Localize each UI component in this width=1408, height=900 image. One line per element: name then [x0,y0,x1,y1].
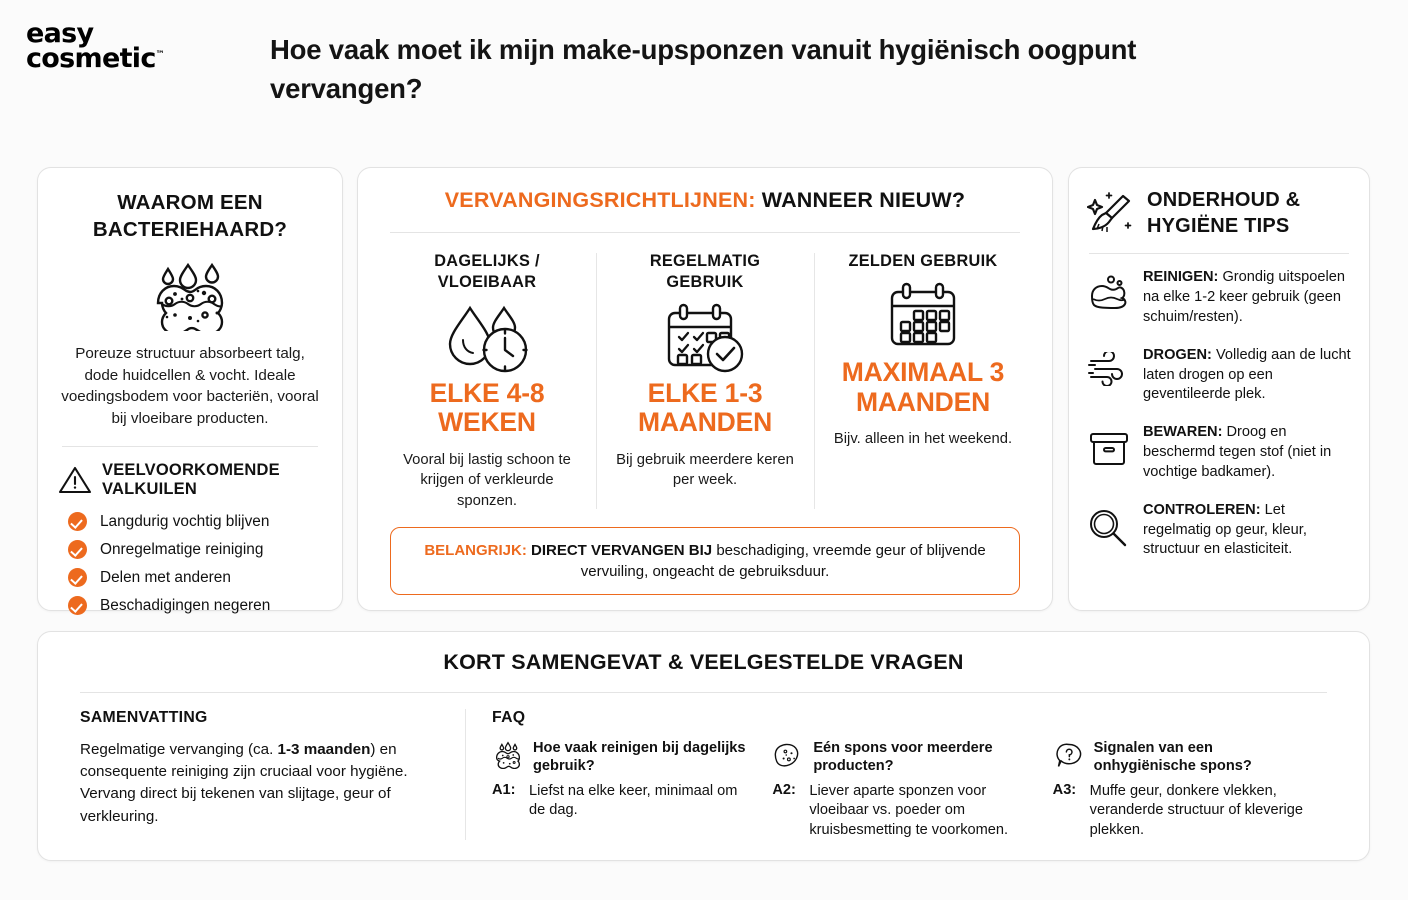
faq-answer [492,782,752,821]
maintenance-tips-card [1068,167,1370,611]
replacement-guidelines-card [357,167,1053,611]
tip-body: Let regelmatig op geur, kleur, structuur en elasticiteit. [1143,501,1307,558]
tip-text [1143,346,1351,406]
tip-item [1087,268,1351,328]
faq-question-text: Eén spons voor meerdere producten? [813,740,993,775]
question-bubble-icon [1053,739,1085,769]
faq-question [772,739,1032,776]
faq-item-3 [1053,709,1327,840]
center-card-title-orange: VERVANGINGSRICHTLIJNEN: [444,188,756,212]
broom-sparkle-icon [1087,191,1137,237]
sponge-with-droplets-icon [58,257,322,331]
calendar-icon [828,278,1018,356]
faq-answer-label: A3: [1052,781,1077,798]
why-bacteria-card [37,167,343,614]
guideline-columns [378,251,1032,511]
faq-answer-text: Liever aparte sponzen voor vloeibaar vs. poeder om kruisbesmetting te voorkomen. [809,782,1009,838]
faq-answer [772,782,1032,840]
tip-label: REINIGEN: [1143,269,1219,286]
tip-text [1143,268,1351,328]
page-title: Hoe vaak moet ik mijn make-upsponzen vanuit hygiënisch oogpunt vervangen? [270,34,1137,105]
check-circle-icon [68,512,87,531]
guideline-column-rare [814,251,1032,511]
faq-question [1053,739,1313,776]
bottom-columns [62,709,1345,840]
summary-faq-card [37,631,1370,861]
faq-answer-text: Liefst na elke keer, minimaal om de dag. [529,782,738,819]
pitfalls-title: VEELVOORKOMENDE VALKUILEN [102,460,280,499]
column-note: Vooral bij lastig schoon te krijgen of verkleurde sponzen. [403,452,571,509]
list-item [68,540,322,559]
center-card-title [378,188,1032,213]
tip-body: Grondig uitspoelen na elke 1-2 keer gebruik (geen schuim/resten). [1143,269,1345,325]
faq-section [465,709,1327,840]
list-item [68,568,322,587]
tip-body: Droog en beschermd tegen stof (niet in vochtige badkamer). [1143,424,1332,480]
divider [80,692,1327,693]
trademark-symbol: ™ [155,49,165,60]
divider [62,446,318,447]
check-circle-icon [68,540,87,559]
notice-bold: DIRECT VERVANGEN BIJ [531,542,713,560]
summary-text-before: Regelmatige vervanging (ca. [80,741,278,758]
summary-text [80,739,439,828]
tip-item [1087,423,1351,483]
left-card-title: WAAROM EEN BACTERIEHAARD? [92,191,288,241]
pitfalls-list [58,512,322,615]
warning-triangle-icon [58,465,92,495]
faq-question-text: Signalen van een onhygiënische spons? [1093,740,1252,775]
list-item [68,512,322,531]
list-item-label: Langdurig vochtig blijven [100,512,270,530]
faq-item-2 [772,709,1046,840]
magnifier-icon [1087,501,1131,549]
faq-answer-text: Muffe geur, donkere vlekken, veranderde structuur of kleverige plekken. [1089,782,1303,838]
storage-box-icon [1087,423,1131,467]
divider [390,232,1020,233]
tip-item [1087,501,1351,561]
tip-body: Volledig aan de lucht laten drogen op een geventileerde plek. [1143,346,1351,403]
tip-label: DROGEN: [1143,346,1212,363]
important-notice [390,527,1020,595]
faq-heading: FAQ [492,709,526,726]
tip-text [1143,423,1351,483]
column-value: MAXIMAAL 3 MAANDEN [841,356,1005,417]
calendar-check-icon [610,299,800,377]
summary-text-after: ) en consequente reiniging zijn cruciaal voor hygiëne. Vervang direct bij tekenen van slijtage, geur of verkleuring. [80,741,408,825]
tip-item [1087,346,1351,406]
right-card-header [1087,188,1351,239]
guideline-column-regular [596,251,814,511]
column-heading: REGELMATIG GEBRUIK [649,252,761,291]
faq-answer-label: A1: [492,781,516,798]
notice-rest: beschadiging, vreemde geur of blijvende vervuiling, ongeacht de gebruiksduur. [580,542,986,581]
column-value: ELKE 4-8 WEKEN [429,377,545,438]
list-item-label: Beschadigingen negeren [100,596,271,614]
pitfalls-heading [58,461,322,501]
sponge-bubbles-icon [1087,268,1131,314]
list-item-label: Delen met anderen [100,568,231,586]
brand-line-1: easy [26,18,94,49]
faq-answer-label: A2: [772,781,796,798]
left-card-body: Poreuze structuur absorbeert talg, dode huidcellen & vocht. Ideale voedingsbodem voor bacteriën, vooral bij vloeibare producten. [61,345,319,428]
column-heading: DAGELIJKS / VLOEIBAAR [434,252,540,291]
check-circle-icon [68,568,87,587]
sponge-icon [772,739,804,769]
column-note: Bijv. alleen in het weekend. [833,431,1013,448]
list-item [68,596,322,615]
tip-text [1143,501,1351,561]
tip-label: BEWAREN: [1143,424,1223,441]
center-card-title-black: WANNEER NIEUW? [761,188,966,212]
sponge-with-droplets-icon [492,739,524,769]
bottom-card-title: KORT SAMENGEVAT & VEELGESTELDE VRAGEN [443,650,964,674]
faq-item-1 [492,709,766,840]
wind-icon [1087,346,1131,386]
faq-question [492,739,752,776]
column-heading: ZELDEN GEBRUIK [848,252,998,270]
right-card-title: ONDERHOUD & HYGIËNE TIPS [1147,189,1301,237]
page-header [0,0,1408,150]
brand-line-2: cosmetic [26,42,156,74]
faq-answer [1053,782,1313,840]
tip-label: CONTROLEREN: [1143,501,1261,518]
brand-logo[interactable] [0,14,270,72]
faq-question-text: Hoe vaak reinigen bij dagelijks gebruik? [533,740,746,775]
guideline-column-daily [378,251,596,511]
divider [1089,253,1349,254]
column-value: ELKE 1-3 MAANDEN [637,377,773,438]
summary-section [80,709,465,840]
summary-text-bold: 1-3 maanden [277,741,371,758]
list-item-label: Onregelmatige reiniging [100,540,264,558]
notice-label: BELANGRIJK: [424,542,527,560]
check-circle-icon [68,596,87,615]
column-note: Bij gebruik meerdere keren per week. [616,452,794,489]
water-drop-clock-icon [392,299,582,377]
summary-heading: SAMENVATTING [80,709,208,726]
